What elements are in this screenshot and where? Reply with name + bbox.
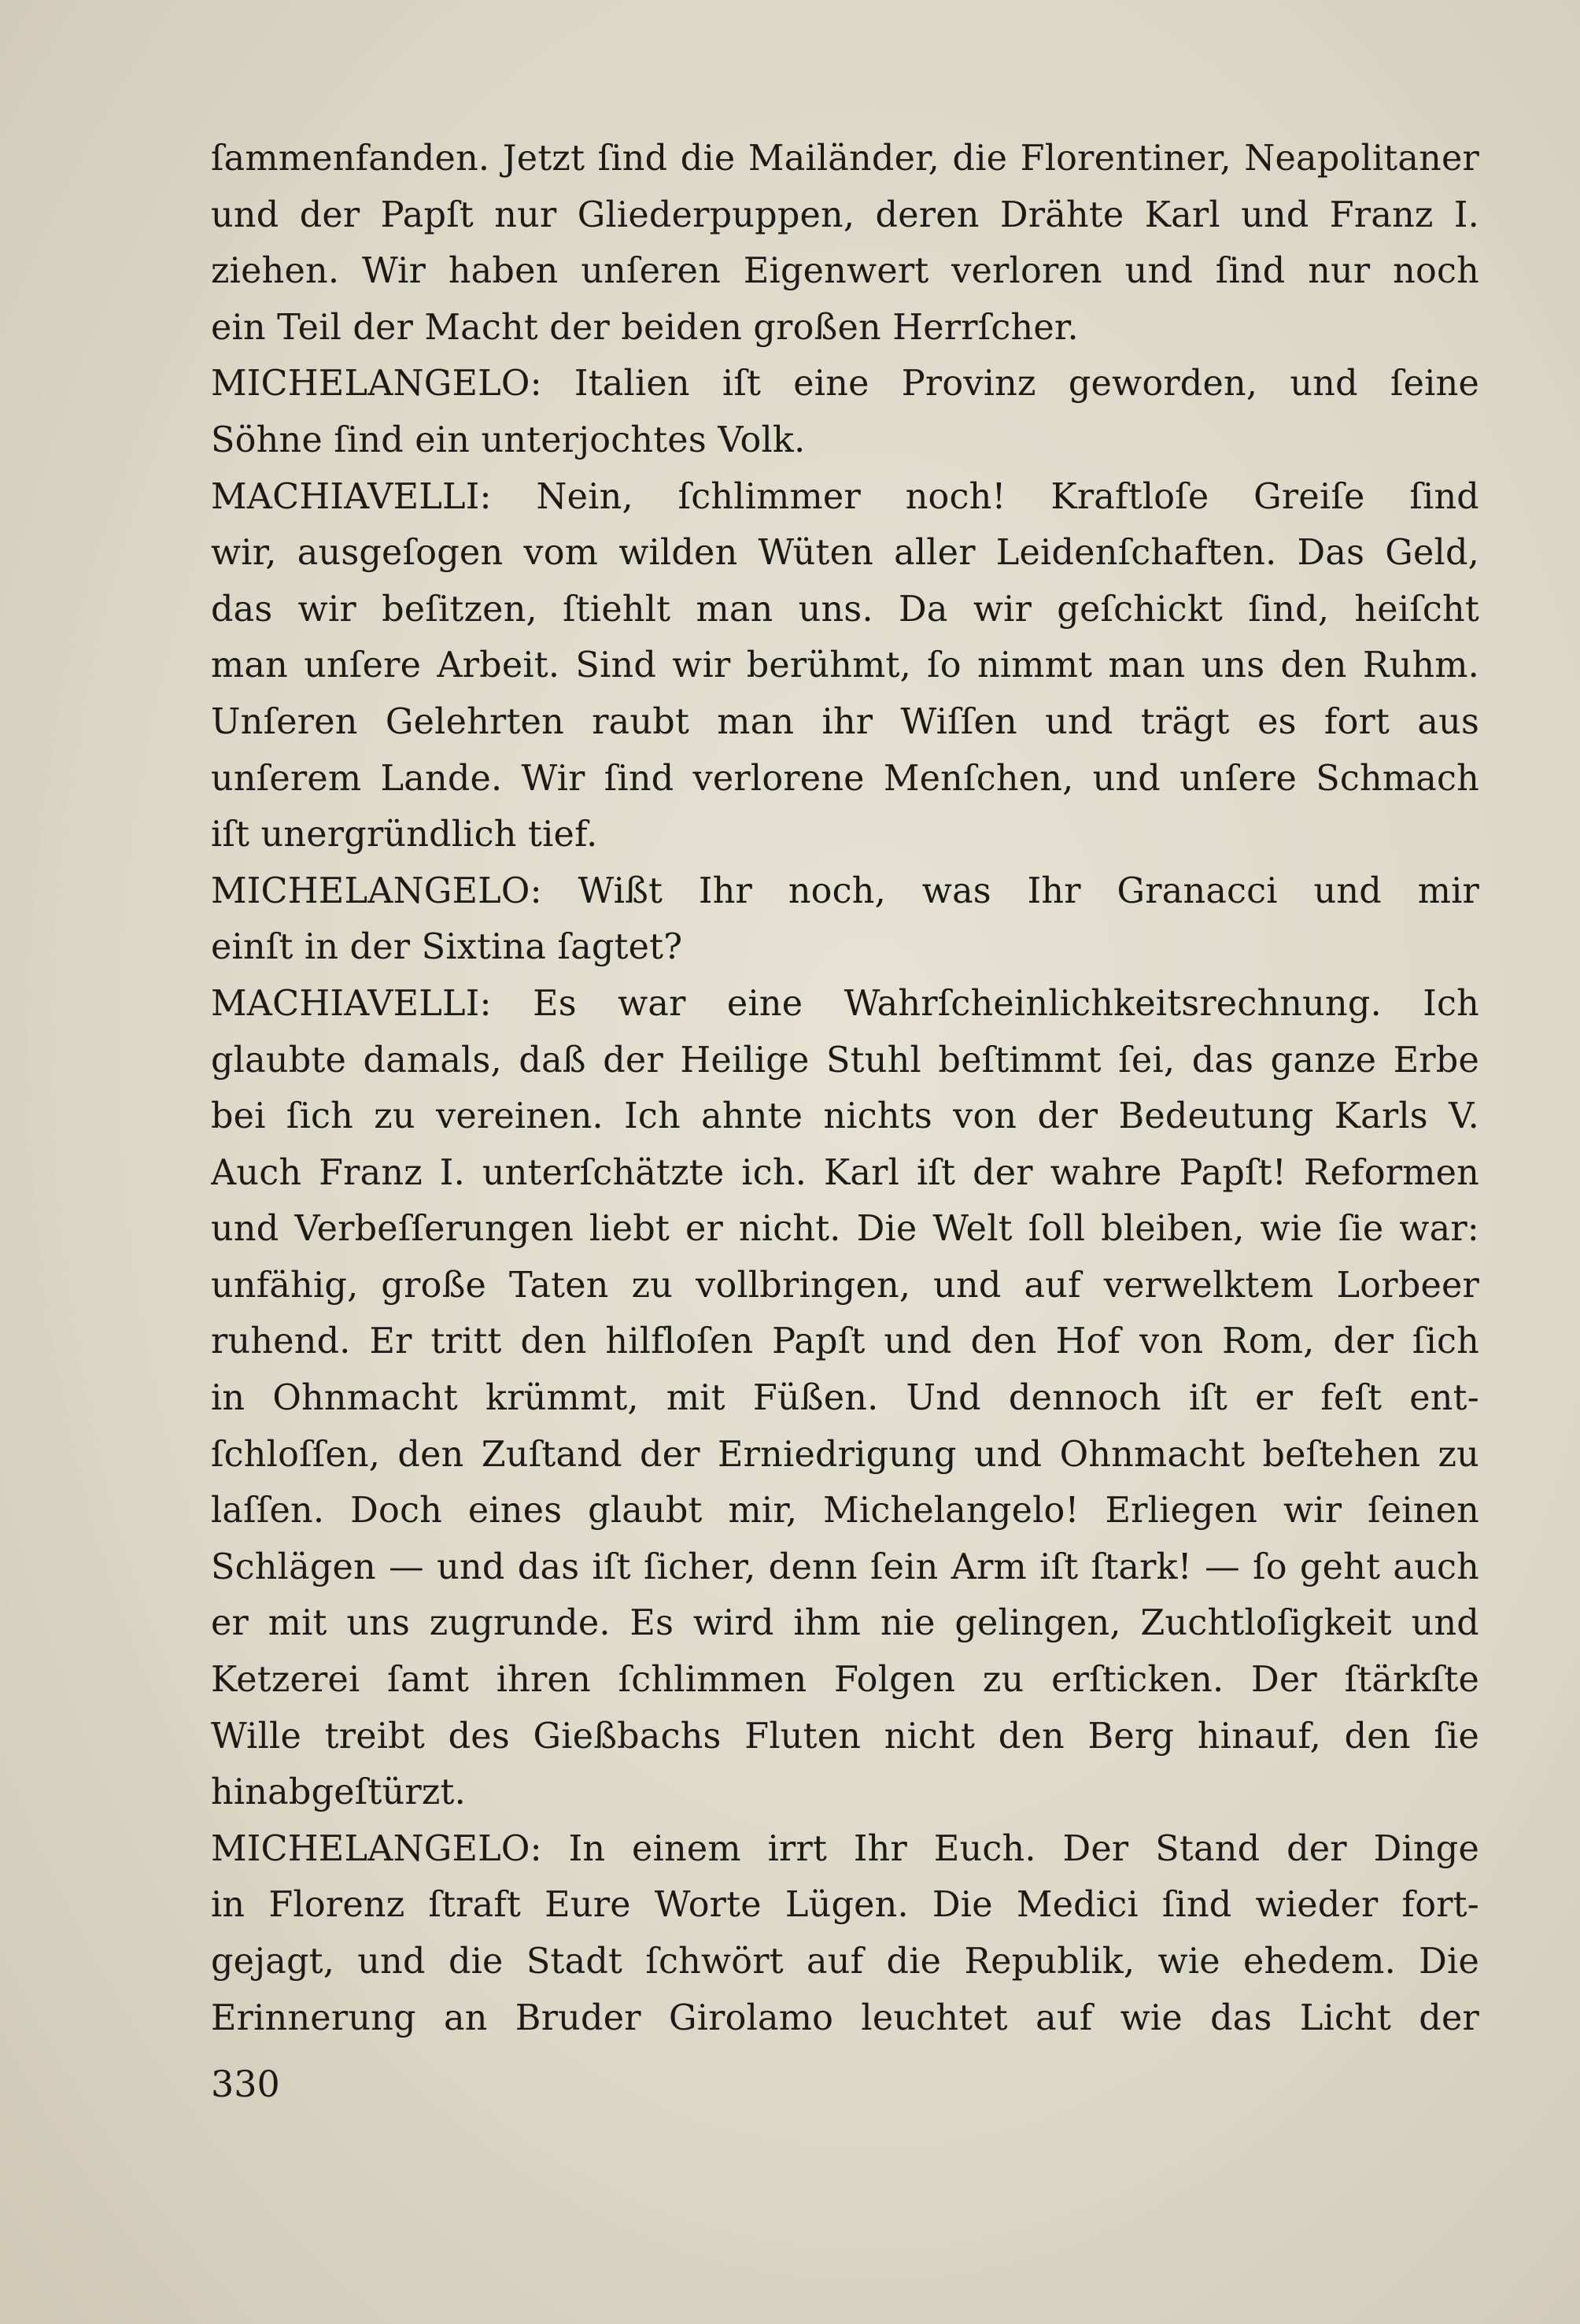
text-line: Unſeren Gelehrten raubt man ihr Wiſſen und trägt es fort aus — [211, 701, 1479, 742]
text-line: glaubte damals, daß der Heilige Stuhl beſtimmt ſei, das ganze Erbe — [211, 1040, 1479, 1081]
text-line: Erinnerung an Bruder Girolamo leuchtet auf wie das Licht der — [211, 1997, 1479, 2038]
text-line: einſt in der Sixtina ſagtet? — [211, 927, 683, 968]
text-line: unfähig, große Taten zu vollbringen, und auf verwelktem Lorbeer — [211, 1265, 1479, 1306]
text-line: ziehen. Wir haben unſeren Eigenwert verloren und ſind nur noch — [211, 251, 1479, 292]
text-line: Wille treibt des Gießbachs Fluten nicht den Berg hinauf, den ſie — [211, 1716, 1479, 1757]
text-line: MICHELANGELO: Italien iſt eine Provinz geworden, und ſeine — [211, 364, 1479, 405]
text-line: Ketzerei ſamt ihren ſchlimmen Folgen zu erſticken. Der ſtärkſte — [211, 1660, 1479, 1701]
text-line: iſt unergründlich tief. — [211, 815, 598, 855]
text-line: in Ohnmacht krümmt, mit Füßen. Und dennoch iſt er feſt ent- — [211, 1378, 1479, 1419]
text-line: ſammenfanden. Jetzt ſind die Mailänder, die Florentiner, Neapolitaner — [211, 139, 1479, 179]
text-line: Söhne ſind ein unterjochtes Volk. — [211, 419, 806, 460]
text-line: er mit uns zugrunde. Es wird ihm nie gelingen, Zuchtloſigkeit und — [211, 1603, 1479, 1644]
text-line: und der Papſt nur Gliederpuppen, deren Drähte Karl und Franz I. — [211, 194, 1479, 235]
page-number: 330 — [211, 2063, 280, 2105]
text-line: ſchloſſen, den Zuſtand der Erniedrigung und Ohnmacht beſtehen zu — [211, 1434, 1479, 1475]
text-line: MICHELANGELO: Wißt Ihr noch, was Ihr Granacci und mir — [211, 870, 1479, 911]
text-line: laſſen. Doch eines glaubt mir, Michelangelo! Erliegen wir ſeinen — [211, 1491, 1479, 1531]
body-text — [211, 131, 1479, 2046]
text-line: MACHIAVELLI: Es war eine Wahrſcheinlichkeitsrechnung. Ich — [211, 983, 1479, 1024]
text-line: Auch Franz I. unterſchätzte ich. Karl iſt der wahre Papſt! Reformen — [211, 1152, 1479, 1193]
text-line: hinabgeſtürzt. — [211, 1772, 466, 1813]
text-line: wir, ausgeſogen vom wilden Wüten aller Leidenſchaften. Das Geld, — [211, 533, 1479, 574]
text-line: Schlägen — und das iſt ſicher, denn ſein Arm iſt ſtark! — ſo geht auch — [211, 1546, 1479, 1587]
text-line: das wir beſitzen, ſtiehlt man uns. Da wir geſchickt ſind, heiſcht — [211, 589, 1479, 630]
text-line: MICHELANGELO: In einem irrt Ihr Euch. Der Stand der Dinge — [211, 1828, 1479, 1869]
text-line: ruhend. Er tritt den hilfloſen Papſt und den Hof von Rom, der ſich — [211, 1321, 1479, 1362]
text-line: in Florenz ſtraft Eure Worte Lügen. Die Medici ſind wieder fort- — [211, 1885, 1479, 1926]
text-line: unſerem Lande. Wir ſind verlorene Menſchen, und unſere Schmach — [211, 758, 1479, 799]
text-line: und Verbeſſerungen liebt er nicht. Die Welt ſoll bleiben, wie ſie war: — [211, 1209, 1479, 1250]
text-line: ein Teil der Macht der beiden großen Herrſcher. — [211, 307, 1079, 348]
text-line: gejagt, und die Stadt ſchwört auf die Republik, wie ehedem. Die — [211, 1942, 1479, 1982]
text-line: MACHIAVELLI: Nein, ſchlimmer noch! Kraftloſe Greiſe ſind — [211, 476, 1479, 517]
text-line: man unſere Arbeit. Sind wir berühmt, ſo nimmt man uns den Ruhm. — [211, 645, 1479, 686]
text-line: bei ſich zu vereinen. Ich ahnte nichts von der Bedeutung Karls V. — [211, 1096, 1479, 1137]
